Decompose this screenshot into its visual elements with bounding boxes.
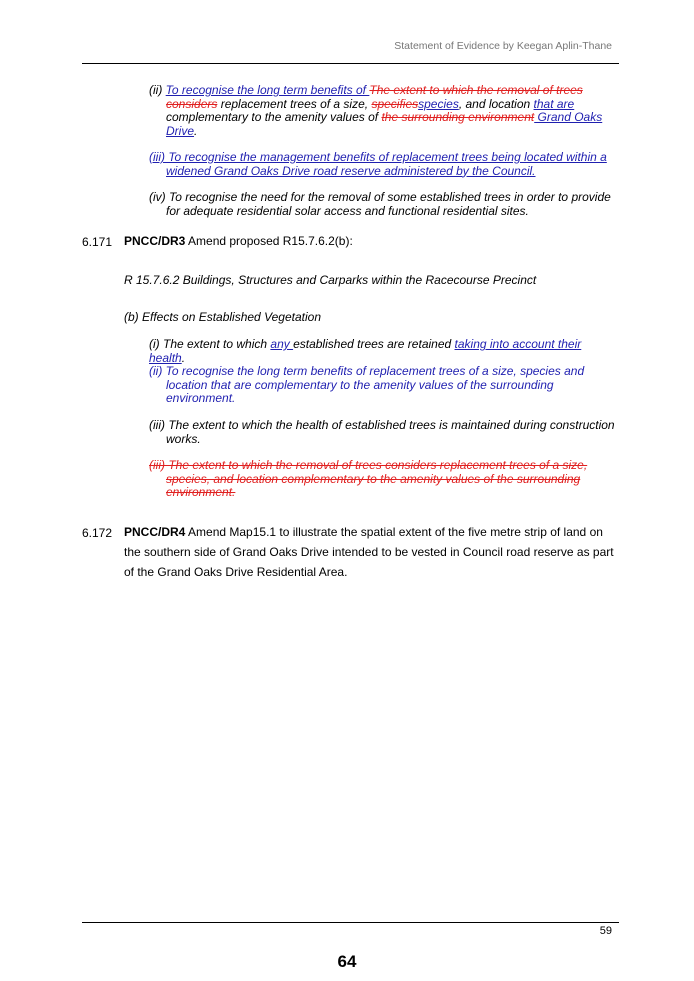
para-number-172: 6.172	[82, 526, 113, 540]
recommendation-ref: PNCC/DR3	[124, 234, 186, 248]
insertion: Grand Oaks Drive	[166, 110, 603, 138]
clause-iii-deleted: (iii) The extent to which the removal of trees considers replacement trees of a size, species, and location complementary to the amenity values of the surrounding environment.	[149, 458, 588, 499]
clause-iii: (iii) The extent to which the health of established trees is maintained during construction works.	[149, 418, 615, 446]
text: established trees are retained	[293, 337, 455, 351]
deletion: The extent to which the removal of trees considers	[166, 83, 583, 111]
para-171	[124, 235, 614, 249]
clause-iv: (iv) To recognise the need for the removal of some established trees in order to provide for adequate residential solar access and functional residential sites.	[149, 190, 611, 218]
header-rule	[82, 63, 619, 64]
text: Amend Map15.1 to illustrate the spatial extent of the five metre strip of land on the southern side of Grand Oaks Drive intended to be vested in Council road reserve as part of the Grand Oaks Drive Residential Area.	[124, 525, 614, 579]
header-text: Statement of Evidence by Keegan Aplin-Thane	[394, 40, 612, 52]
text: .	[181, 350, 186, 365]
text: (i) The extent to which	[149, 337, 271, 351]
clause-ii-amended	[149, 84, 616, 138]
rule-heading: R 15.7.6.2 Buildings, Structures and Carparks within the Racecourse Precinct	[124, 273, 537, 287]
clause-number: (ii)	[149, 83, 163, 97]
insertion: taking into account their health	[149, 337, 582, 365]
text: complementary to the amenity values of	[166, 110, 382, 124]
insertion: any	[270, 337, 294, 351]
document-page-number: 64	[337, 952, 357, 971]
text: , and location	[458, 96, 534, 111]
deletion: specifies	[371, 96, 419, 111]
para-172	[124, 522, 616, 582]
text: Amend proposed R15.7.6.2(b):	[185, 234, 353, 248]
footer-rule	[82, 922, 619, 923]
insertion: that are	[533, 96, 575, 111]
text: .	[194, 123, 198, 138]
clause-ii: (ii) To recognise the long term benefits of replacement trees of a size, species and location that are complementary to the amenity values of the surrounding environment.	[149, 364, 585, 405]
insertion: To recognise the long term benefits of	[165, 83, 370, 97]
page-number: 59	[599, 925, 612, 937]
para-number-171: 6.171	[82, 235, 113, 249]
deletion: the surrounding environment	[381, 110, 535, 124]
sub-heading: (b) Effects on Established Vegetation	[124, 310, 322, 324]
insertion: species	[418, 96, 459, 111]
clause-iii-insert: (iii) To recognise the management benefits of replacement trees being located within a widened Grand Oaks Drive road reserve administered by the Council.	[149, 150, 607, 178]
text: replacement trees of a size,	[217, 96, 372, 111]
clause-i	[149, 338, 619, 365]
recommendation-ref: PNCC/DR4	[124, 525, 186, 539]
